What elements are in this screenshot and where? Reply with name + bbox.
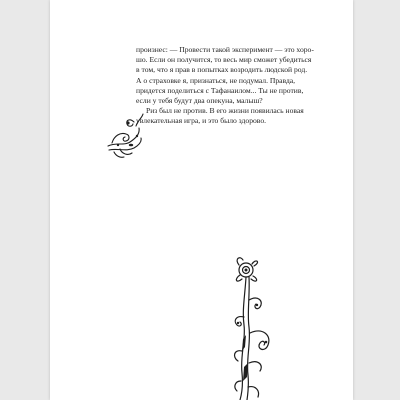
text-line: увлекательная игра, и это было здорово. bbox=[136, 116, 267, 126]
book-page bbox=[50, 0, 353, 400]
text-line: придется поделиться с Тафанаилом... Ты не против, bbox=[136, 85, 304, 95]
text-line: если у тебя будут два опекуна, малыш? bbox=[136, 96, 263, 106]
text-line: Риз был не против. В его жизни появилась новая bbox=[146, 106, 304, 116]
floral-swirl-ornament-icon bbox=[106, 112, 144, 162]
vine-flower-ornament-icon bbox=[230, 255, 282, 400]
paragraph-1 bbox=[136, 45, 330, 106]
text-line: в том, что я прав в попытках возродить людской род. bbox=[136, 65, 308, 75]
body-text bbox=[136, 45, 330, 127]
paragraph-2 bbox=[136, 106, 330, 126]
text-line: А о страховке я, признаться, не подумал. Правда, bbox=[136, 75, 296, 85]
text-line: шо. Если он получится, то весь мир сможет убедиться bbox=[136, 55, 312, 65]
text-line: произнес: — Провести такой эксперимент — это хоро- bbox=[136, 45, 314, 54]
